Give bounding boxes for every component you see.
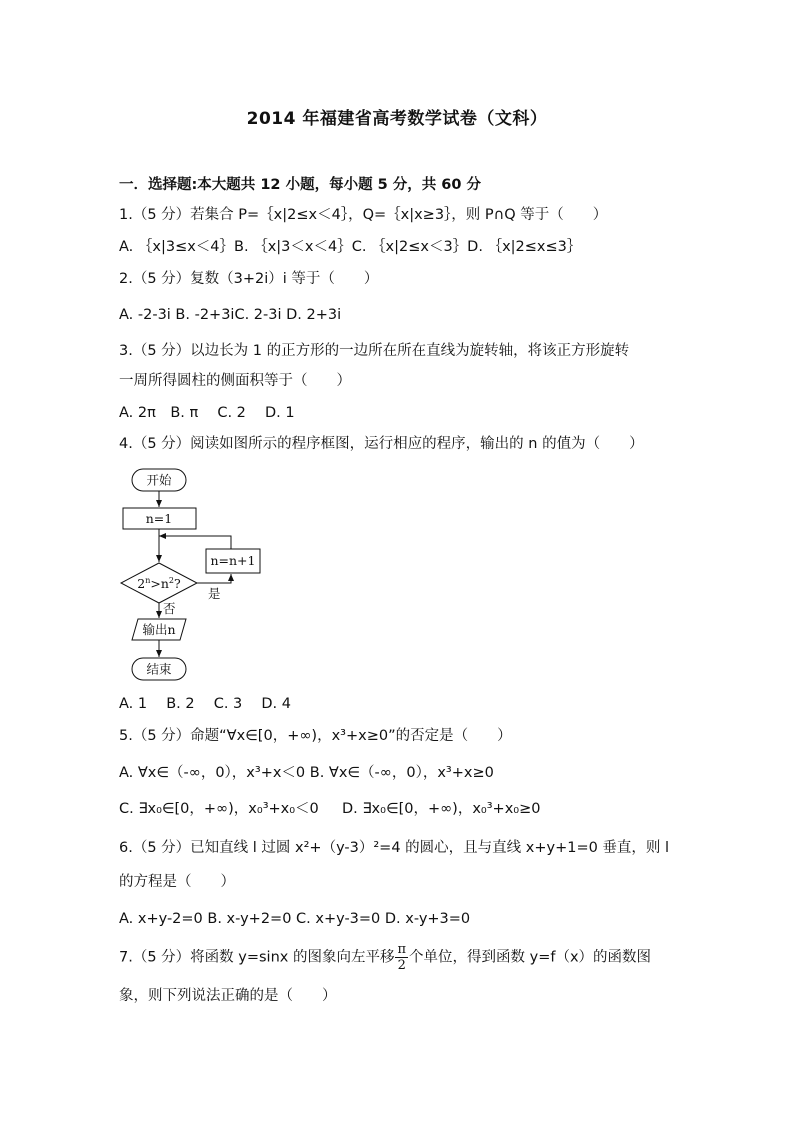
- flowchart-init-label: n=1: [145, 511, 173, 526]
- question-6-options: A. x+y-2=0 B. x-y+2=0 C. x+y-3=0 D. x-y+3=0: [119, 911, 471, 927]
- question-3-stem-line1: 3.（5 分）以边长为 1 的正方形的一边所在所在直线为旋转轴，将该正方形旋转: [119, 343, 630, 359]
- question-7-stem-line1: [119, 942, 651, 973]
- section-heading: 一．选择题:本大题共 12 小题，每小题 5 分，共 60 分: [119, 177, 482, 193]
- question-2-options: A. -2-3i B. -2+3iC. 2-3i D. 2+3i: [119, 307, 342, 323]
- question-7-stem-line2: 象，则下列说法正确的是（ ）: [119, 988, 337, 1004]
- question-3-stem-line2: 一周所得圆柱的侧面积等于（ ）: [119, 373, 351, 389]
- question-5-options-ab: A. ∀x∈（-∞，0），x³+x＜0 B. ∀x∈（-∞，0），x³+x≥0: [119, 765, 494, 781]
- flowchart-yes-arrow: [197, 574, 231, 583]
- flowchart-end-label: 结束: [146, 661, 172, 677]
- page-title: 2014 年福建省高考数学试卷（文科）: [246, 109, 548, 129]
- question-6-stem-line1: 6.（5 分）已知直线 l 过圆 x²+（y-3）²=4 的圆心，且与直线 x+y+1=0 垂直，则 l: [119, 840, 670, 856]
- flowchart-output-label: 输出n: [142, 622, 176, 637]
- question-4-options: A. 1 B. 2 C. 3 D. 4: [119, 696, 292, 712]
- fraction-numerator: π: [397, 942, 407, 957]
- question-4-stem: 4.（5 分）阅读如图所示的程序框图，运行相应的程序，输出的 n 的值为（ ）: [119, 436, 644, 452]
- flowchart-start-label: 开始: [146, 472, 172, 488]
- flowchart-no-label: 否: [163, 601, 176, 616]
- question-2-stem: 2.（5 分）复数（3+2i）i 等于（ ）: [119, 271, 379, 287]
- flowchart-loop-arrow: [159, 536, 231, 549]
- question-3-options: A. 2π B. π C. 2 D. 1: [119, 405, 295, 421]
- question-5-option-c: C. ∃x₀∈[0，+∞)，x₀³+x₀＜0: [119, 801, 319, 817]
- question-5-stem: 5.（5 分）命题“∀x∈[0，+∞)，x³+x≥0”的否定是（ ）: [119, 728, 512, 744]
- question-1-options: A. ｛x|3≤x＜4｝B. ｛x|3＜x＜4｝C. ｛x|2≤x＜3｝D. ｛x|2≤x≤3｝: [119, 239, 582, 255]
- flowchart-update-label: n=n+1: [210, 553, 256, 568]
- flowchart-yes-label: 是: [208, 586, 221, 601]
- question-1-stem: 1.（5 分）若集合 P=｛x|2≤x＜4｝，Q=｛x|x≥3｝，则 P∩Q 等于（ ）: [119, 207, 608, 223]
- fraction-denominator: 2: [397, 958, 406, 973]
- question-6-stem-line2: 的方程是（ ）: [119, 874, 235, 890]
- fraction-pi-over-2: [395, 942, 408, 973]
- flowchart: [108, 463, 278, 688]
- question-5-option-d: D. ∃x₀∈[0，+∞)，x₀³+x₀≥0: [342, 801, 541, 817]
- question-7-stem-pre: 7.（5 分）将函数 y=sinx 的图象向左平移: [119, 949, 395, 966]
- flowchart-condition: $2^n>n^2$?: [137, 576, 181, 591]
- question-7-stem-post: 个单位，得到函数 y=f（x）的函数图: [409, 949, 652, 966]
